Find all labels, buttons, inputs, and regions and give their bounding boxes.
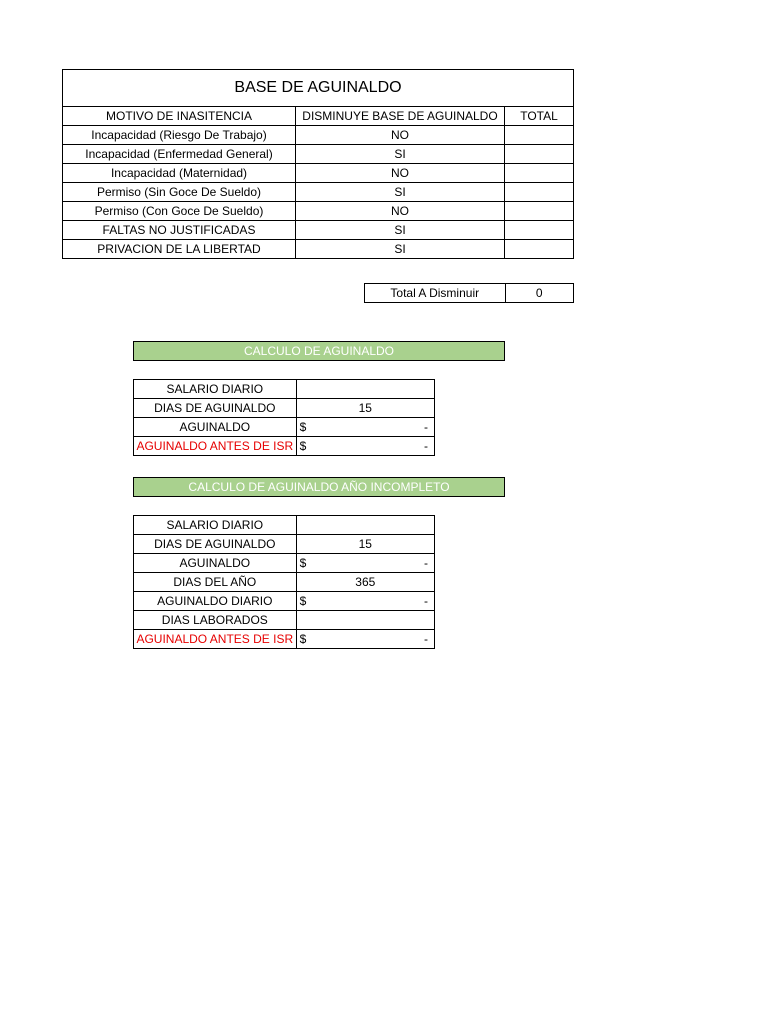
table-row bbox=[134, 592, 435, 611]
table-row bbox=[63, 221, 574, 240]
aguinaldo-antes-isr-label: AGUINALDO ANTES DE ISR bbox=[134, 437, 297, 456]
header-disminuye: DISMINUYE BASE DE AGUINALDO bbox=[296, 107, 505, 126]
disminuye-cell[interactable]: SI bbox=[296, 145, 505, 164]
motivo-cell[interactable]: Permiso (Con Goce De Sueldo) bbox=[63, 202, 296, 221]
table-row bbox=[134, 516, 435, 535]
total-cell[interactable] bbox=[505, 202, 574, 221]
table-row bbox=[134, 535, 435, 554]
table-row bbox=[63, 202, 574, 221]
table-row bbox=[63, 145, 574, 164]
currency-symbol: $ bbox=[299, 439, 307, 453]
calculo-aguinaldo-header: CALCULO DE AGUINALDO bbox=[133, 341, 505, 361]
aguinaldo-value[interactable] bbox=[296, 554, 434, 573]
table-row bbox=[134, 611, 435, 630]
dias-del-ano-label: DIAS DEL AÑO bbox=[134, 573, 297, 592]
amount: - bbox=[424, 632, 428, 646]
table-row bbox=[63, 183, 574, 202]
disminuye-cell[interactable]: NO bbox=[296, 202, 505, 221]
motivo-cell[interactable]: Incapacidad (Maternidad) bbox=[63, 164, 296, 183]
table-row bbox=[134, 554, 435, 573]
disminuye-cell[interactable]: SI bbox=[296, 240, 505, 259]
salario-diario-label: SALARIO DIARIO bbox=[134, 380, 297, 399]
table-row bbox=[134, 630, 435, 649]
motivo-cell[interactable]: PRIVACION DE LA LIBERTAD bbox=[63, 240, 296, 259]
currency-symbol: $ bbox=[299, 556, 307, 570]
amount: - bbox=[424, 439, 428, 453]
dias-del-ano-value[interactable]: 365 bbox=[296, 573, 434, 592]
table-row bbox=[63, 240, 574, 259]
disminuye-cell[interactable]: NO bbox=[296, 164, 505, 183]
amount: - bbox=[424, 594, 428, 608]
aguinaldo-antes-isr-value[interactable] bbox=[296, 630, 434, 649]
calculo-aguinaldo-incompleto-header: CALCULO DE AGUINALDO AÑO INCOMPLETO bbox=[133, 477, 505, 497]
disminuye-cell[interactable]: SI bbox=[296, 221, 505, 240]
motivo-cell[interactable]: Incapacidad (Enfermedad General) bbox=[63, 145, 296, 164]
dias-laborados-value[interactable] bbox=[296, 611, 434, 630]
currency-symbol: $ bbox=[299, 420, 307, 434]
total-disminuir-table bbox=[364, 283, 574, 303]
amount: - bbox=[424, 556, 428, 570]
amount: - bbox=[424, 420, 428, 434]
dias-aguinaldo-value[interactable]: 15 bbox=[296, 535, 434, 554]
dias-aguinaldo-value[interactable]: 15 bbox=[296, 399, 434, 418]
aguinaldo-label: AGUINALDO bbox=[134, 418, 297, 437]
salario-diario-label: SALARIO DIARIO bbox=[134, 516, 297, 535]
table-row bbox=[63, 126, 574, 145]
currency-symbol: $ bbox=[299, 594, 307, 608]
calculo-aguinaldo-incompleto-table bbox=[133, 515, 435, 649]
aguinaldo-diario-value[interactable] bbox=[296, 592, 434, 611]
aguinaldo-antes-isr-label: AGUINALDO ANTES DE ISR bbox=[134, 630, 297, 649]
salario-diario-value[interactable] bbox=[296, 516, 434, 535]
calculo-aguinaldo-table bbox=[133, 379, 435, 456]
total-cell[interactable] bbox=[505, 164, 574, 183]
aguinaldo-value[interactable] bbox=[296, 418, 434, 437]
aguinaldo-antes-isr-value[interactable] bbox=[296, 437, 434, 456]
table-row bbox=[63, 164, 574, 183]
header-total: TOTAL bbox=[505, 107, 574, 126]
table-row bbox=[134, 418, 435, 437]
aguinaldo-diario-label: AGUINALDO DIARIO bbox=[134, 592, 297, 611]
header-motivo: MOTIVO DE INASITENCIA bbox=[63, 107, 296, 126]
table-row bbox=[134, 437, 435, 456]
motivo-cell[interactable]: Permiso (Sin Goce De Sueldo) bbox=[63, 183, 296, 202]
dias-aguinaldo-label: DIAS DE AGUINALDO bbox=[134, 535, 297, 554]
table-row bbox=[134, 573, 435, 592]
disminuye-cell[interactable]: NO bbox=[296, 126, 505, 145]
disminuye-cell[interactable]: SI bbox=[296, 183, 505, 202]
table-row bbox=[134, 399, 435, 418]
dias-laborados-label: DIAS LABORADOS bbox=[134, 611, 297, 630]
motivo-cell[interactable]: FALTAS NO JUSTIFICADAS bbox=[63, 221, 296, 240]
total-cell[interactable] bbox=[505, 183, 574, 202]
table-row bbox=[134, 380, 435, 399]
total-disminuir-value[interactable]: 0 bbox=[505, 284, 573, 303]
dias-aguinaldo-label: DIAS DE AGUINALDO bbox=[134, 399, 297, 418]
total-disminuir-label: Total A Disminuir bbox=[365, 284, 506, 303]
total-cell[interactable] bbox=[505, 240, 574, 259]
base-table-title: BASE DE AGUINALDO bbox=[63, 70, 574, 107]
motivo-cell[interactable]: Incapacidad (Riesgo De Trabajo) bbox=[63, 126, 296, 145]
aguinaldo-label: AGUINALDO bbox=[134, 554, 297, 573]
total-cell[interactable] bbox=[505, 126, 574, 145]
currency-symbol: $ bbox=[299, 632, 307, 646]
total-cell[interactable] bbox=[505, 145, 574, 164]
salario-diario-value[interactable] bbox=[296, 380, 434, 399]
base-aguinaldo-table bbox=[62, 69, 574, 259]
total-cell[interactable] bbox=[505, 221, 574, 240]
